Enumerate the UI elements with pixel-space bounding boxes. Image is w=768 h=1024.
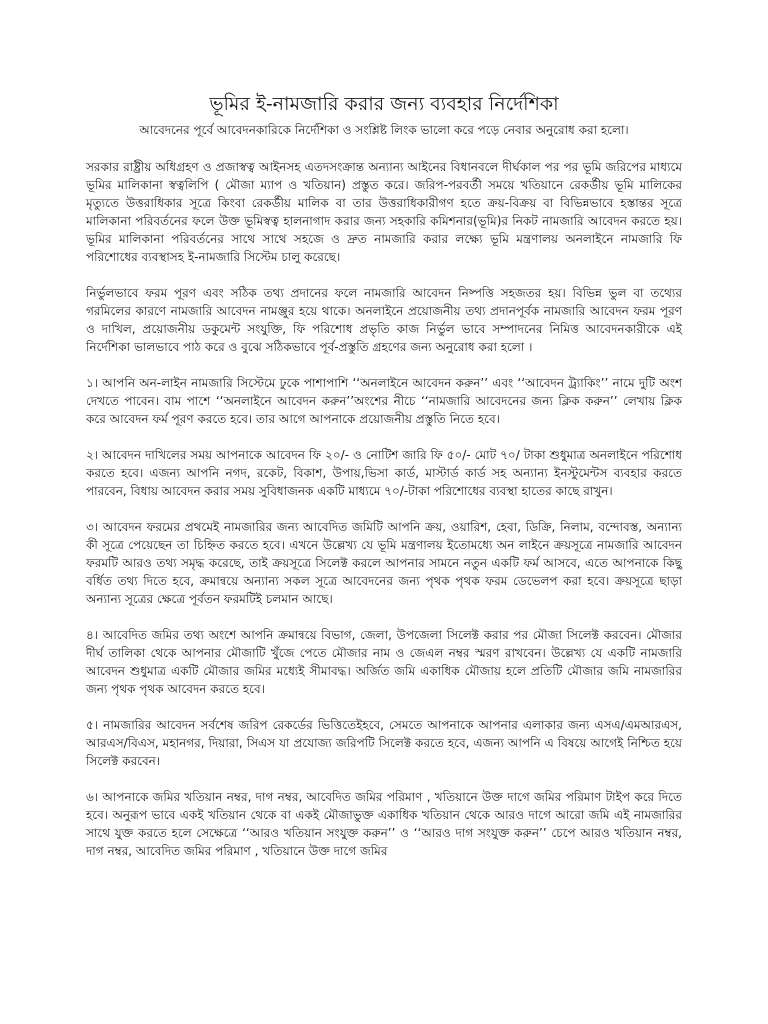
paragraph-step-4: ৪। আবেদিত জমির তথ্য অংশে আপনি ক্রমান্বয়ে বিভাগ, জেলা, উপজেলা সিলেক্ট করার পর মৌজা সিলেক্ট করবেন। মৌজার দীর্ঘ তালিকা থেকে আপনার মৌজাটি খুঁজে পেতে মৌজার নাম ও জেএল নম্বর স্মরণ রাখবেন। উল্লেখ্য যে একটি নামজারি আবেদন শুধুমাত্র একটি মৌজার জমির মধ্যেই সীমাবদ্ধ। অর্জিত জমি একাধিক মৌজায় হলে প্রতিটি মৌজার জমি নামজারির জন্য পৃথক পৃথক আবেদন করতে হবে। — [86, 628, 682, 696]
paragraph-intro: সরকার রাষ্ট্রীয় অধিগ্রহণ ও প্রজাস্বত্ব আইনসহ এতদসংক্রান্ত অন্যান্য আইনের বিধানবলে দীর্ঘকাল পর পর ভূমি জরিপের মাধ্যমে ভূমির মালিকানা স্বত্বলিপি ( মৌজা ম্যাপ ও খতিয়ান) প্রস্তুত করে। জরিপ-পরবর্তী সময়ে খতিয়ানে রেকর্ডীয় ভূমি মালিকের মৃত্যুতে উত্তরাধিকার সূত্রে কিংবা রেকর্ডীয় মালিক বা তার উত্তরাধিকারীগণ হতে ক্রয়-বিক্রয় বা বিভিন্নভাবে হস্তান্তর সূত্রে মালিকানা পরিবর্তনের ফলে উক্ত ভূমিস্বত্ব হালনাগাদ করার জন্য সহকারি কমিশনার(ভূমি)র নিকট নামজারি আবেদন করতে হয়। ভূমির মালিকানা পরিবর্তনের সাথে সাথে সহজে ও দ্রুত নামজারি করার লক্ষ্যে ভূমি মন্ত্রণালয় অনলাইনে নামজারি ফি পরিশোধের ব্যবস্থাসহ ই-নামজারি সিস্টেম চালু করেছে। — [86, 160, 682, 264]
paragraph-step-1: ১। আপনি অন-লাইন নামজারি সিস্টেমে ঢুকে পাশাপাশি ‘‘অনলাইনে আবেদন করুন’’ এবং ‘‘আবেদন ট্র্যাকিং’’ নামে দুটি অংশ দেখতে পাবেন। বাম পাশে ‘‘অনলাইনে আবেদন করুন’’অংশের নীচে ‘‘নামজারি আবেদনের জন্য ক্লিক করুন’’ লেখায় ক্লিক করে আবেদন ফর্ম পূরণ করতে হবে। তার আগে আপনাকে প্রয়োজনীয় প্রস্তুতি নিতে হবে। — [86, 376, 682, 426]
paragraph-step-5: ৫। নামজারির আবেদন সর্বশেষ জরিপ রেকর্ডের ভিত্তিতেইহবে, সেমতে আপনাকে আপনার এলাকার জন্য এসএ/এমআরএস, আরএস/বিএস, মহানগর, দিয়ারা, সিএস যা প্রযোজ্য জরিপটি সিলেক্ট করতে হবে, এজন্য আপনি এ বিষয়ে আগেই নিশ্চিত হয়ে সিলেক্ট করবেন। — [86, 718, 682, 768]
paragraph-step-6: ৬। আপনাকে জমির খতিয়ান নম্বর, দাগ নম্বর, আবেদিত জমির পরিমাণ , খতিয়ানে উক্ত দাগে জমির পরিমাণ টাইপ করে দিতে হবে। অনুরূপ ভাবে একই খতিয়ান থেকে বা একই মৌজাভুক্ত একাধিক খতিয়ান থেকে আরও দাগে আরো জমি এই নামজারির সাথে যুক্ত করতে হলে সেক্ষেত্রে ‘‘আরও খতিয়ান সংযুক্ত করুন’’ ও ‘‘আরও দাগ সংযুক্ত করুন’’ চেপে আরও খতিয়ান নম্বর, দাগ নম্বর, আবেদিত জমির পরিমাণ , খতিয়ানে উক্ত দাগে জমির — [86, 790, 682, 858]
document-subtitle: আবেদনের পূর্বে আবেদনকারিকে নির্দেশিকা ও সংশ্লিষ্ট লিংক ভালো করে পড়ে নেবার অনুরোধ করা হলো। — [139, 123, 629, 137]
paragraph-step-2: ২। আবেদন দাখিলের সময় আপনাকে আবেদন ফি ২০/- ও নোটিশ জারি ফি ৫০/- মোট ৭০/ টাকা শুধুমাত্র অনলাইনে পরিশোধ করতে হবে। এজন্য আপনি নগদ, রকেট, বিকাশ, উপায়,ভিসা কার্ড, মাস্টার্ড কার্ড সহ অন্যান্য ইনস্টুমেন্টস ব্যবহার করতে পারবেন, বিধায় আবেদন করার সময় সুবিধাজনক একটি মাধ্যমে ৭০/-টাকা পরিশোধের ব্যবস্থা হাতের কাছে রাখুন। — [86, 448, 682, 498]
paragraph-guidance: নির্ভুলভাবে ফরম পূরণ এবং সঠিক তথ্য প্রদানের ফলে নামজারি আবেদন নিষ্পত্তি সহজতর হয়। বিভিন্ন ভুল বা তথ্যের গরমিলের কারণে নামজারি আবেদন নামঞ্জুর হয়ে থাকে। অনলাইনে প্রয়োজনীয় তথ্য প্রদানপূর্বক নামজারি আবেদন ফরম পূরণ ও দাখিল, প্রয়োজনীয় ডকুমেন্ট সংযুক্তি, ফি পরিশোধ প্রভৃতি কাজ নির্ভুল ভাবে সম্পাদনের নিমিত্ত আবেদনকারীকে এই নির্দেশিকা ভালভাবে পাঠ করে ও বুঝে সঠিকভাবে পূর্ব-প্রস্তুতি গ্রহণের জন্য অনুরোধ করা হলো । — [86, 286, 682, 354]
document-title: ভূমির ই-নামজারি করার জন্য ব্যবহার নির্দেশিকা — [209, 93, 559, 115]
paragraph-step-3: ৩। আবেদন ফরমের প্রথমেই নামজারির জন্য আবেদিত জমিটি আপনি ক্রয়, ওয়ারিশ, হেবা, ডিক্রি, নিলাম, বন্দোবস্ত, অন্যান্য কী সূত্রে পেয়েছেন তা চিহ্নিত করতে হবে। এখনে উল্লেখ্য যে ভূমি মন্ত্রণালয় ইতোমধ্যে অন লাইনে ক্রয়সূত্রে নামজারি আবেদন ফরমটি আরও তথ্য সমৃদ্ধ করেছে, তাই ক্রয়সূত্রে সিলেক্ট করলে আপনার সামনে নতুন একটি ফর্ম আসবে, এতে আপনাকে কিছু বর্ধিত তথ্য দিতে হবে, ক্রমান্বয়ে অন্যান্য সকল সূত্রে আবেদনের জন্য পৃথক পৃথক ফরম ডেভেলপ করা হবে। ক্রয়সূত্রে ছাড়া অন্যান্য সূত্রের ক্ষেত্রে পূর্বতন ফরমটিই চলমান আছে। — [86, 520, 682, 606]
